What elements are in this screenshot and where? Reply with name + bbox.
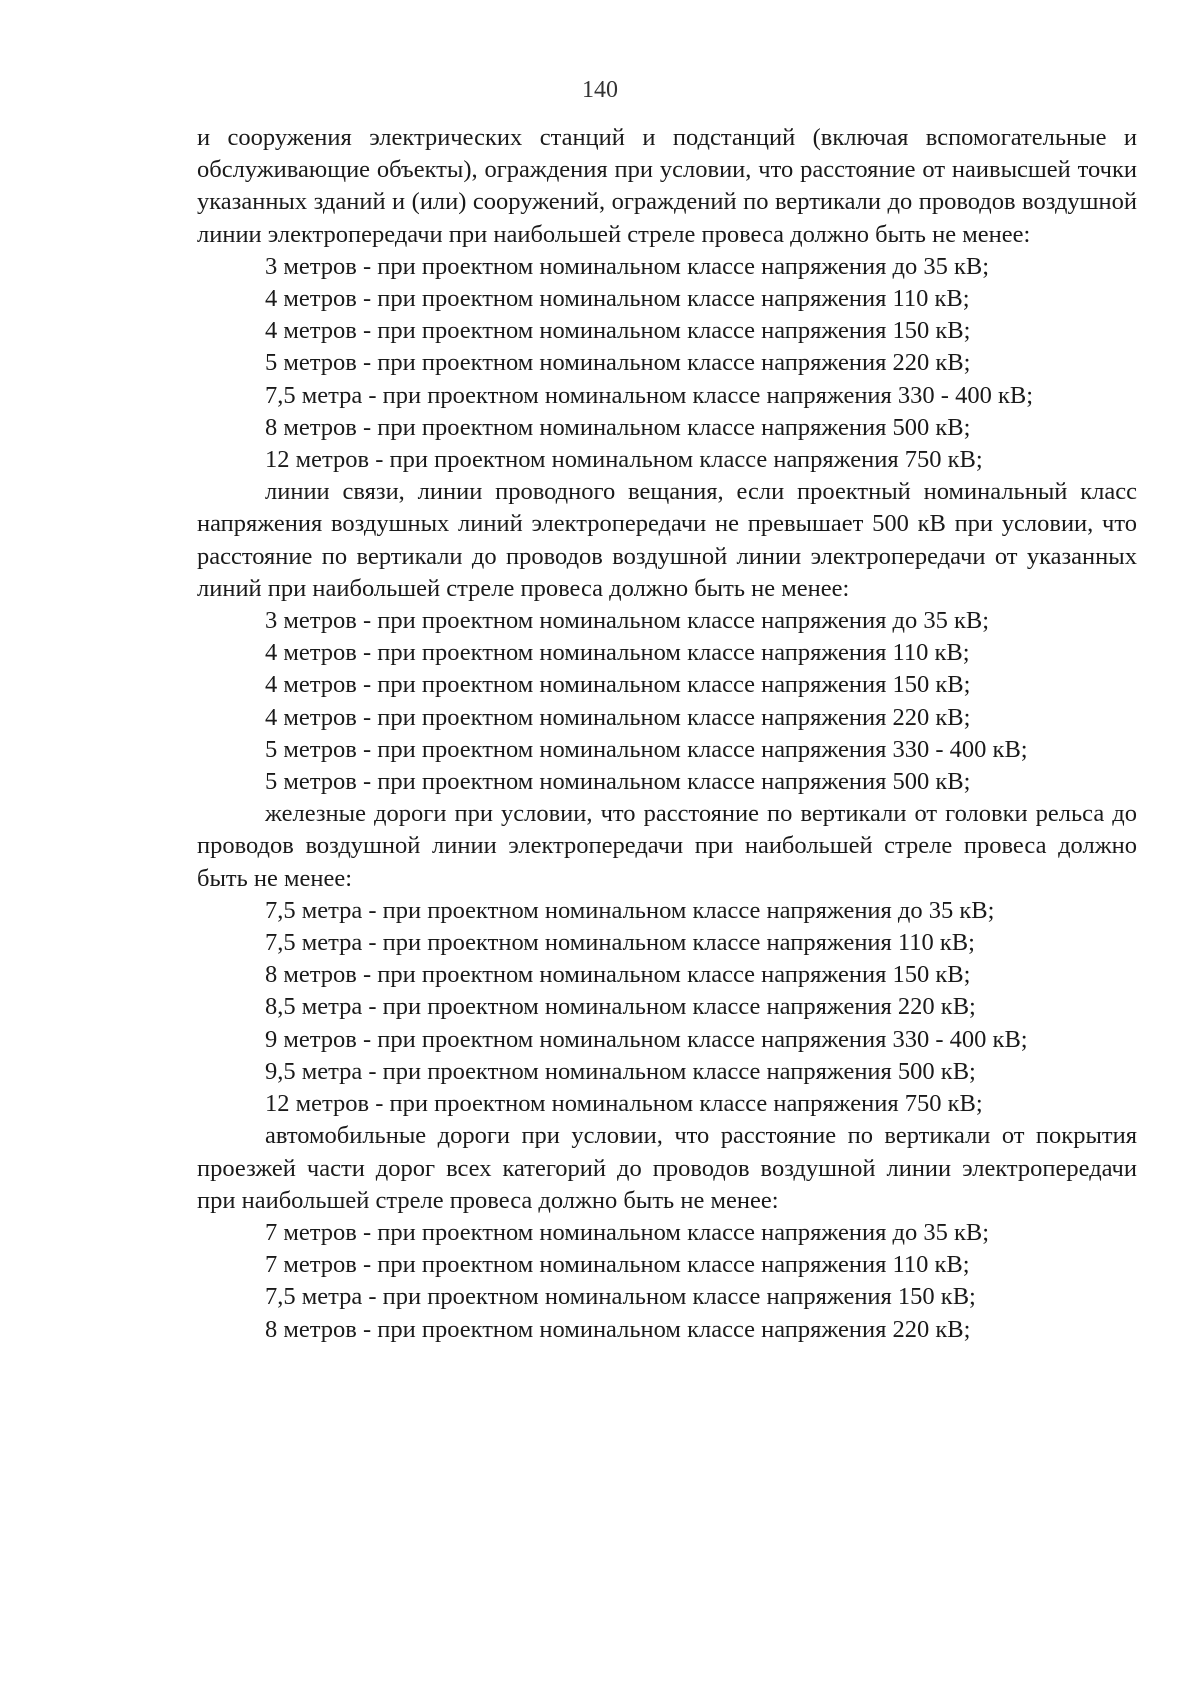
paragraph: 4 метров - при проектном номинальном классе напряжения 150 кВ;	[265, 671, 971, 699]
paragraph: 5 метров - при проектном номинальном классе напряжения 500 кВ;	[265, 768, 971, 796]
paragraph: 5 метров - при проектном номинальном классе напряжения 220 кВ;	[265, 349, 971, 377]
paragraph: 7 метров - при проектном номинальном классе напряжения до 35 кВ;	[265, 1218, 990, 1246]
paragraph: 4 метров - при проектном номинальном классе напряжения 110 кВ;	[265, 639, 970, 667]
paragraph: 7,5 метра - при проектном номинальном классе напряжения 330 - 400 кВ;	[265, 381, 1034, 409]
paragraph: 3 метров - при проектном номинальном классе напряжения до 35 кВ;	[265, 252, 990, 280]
paragraph: линии связи, линии проводного вещания, если проектный номинальный класс напряжения воздушных линий электропередачи не превышает 500 кВ при условии, что расстояние по вертикали до проводов воздушной линии электропередачи от указанных линий при наибольшей стреле провеса должно быть не менее:	[197, 478, 1137, 602]
paragraph: 8,5 метра - при проектном номинальном классе напряжения 220 кВ;	[265, 993, 976, 1021]
paragraph: 12 метров - при проектном номинальном классе напряжения 750 кВ;	[265, 1090, 983, 1118]
paragraph: 12 метров - при проектном номинальном классе напряжения 750 кВ;	[265, 446, 983, 474]
paragraph: автомобильные дороги при условии, что расстояние по вертикали от покрытия проезжей части дорог всех категорий до проводов воздушной линии электропередачи при наибольшей стреле провеса должно быть не менее:	[197, 1122, 1137, 1214]
paragraph: и сооружения электрических станций и подстанций (включая вспомогательные и обслуживающие объекты), ограждения при условии, что расстояние от наивысшей точки указанных зданий и (или) сооружений, ограждений по вертикали до проводов воздушной линии электропередачи при наибольшей стреле провеса должно быть не менее:	[197, 124, 1137, 248]
page-number: 140	[582, 77, 618, 103]
paragraph: 8 метров - при проектном номинальном классе напряжения 220 кВ;	[265, 1315, 971, 1343]
paragraph: 5 метров - при проектном номинальном классе напряжения 330 - 400 кВ;	[265, 735, 1028, 763]
paragraph: 7 метров - при проектном номинальном классе напряжения 110 кВ;	[265, 1251, 970, 1279]
document-body	[197, 122, 1137, 1346]
paragraph: 9,5 метра - при проектном номинальном классе напряжения 500 кВ;	[265, 1057, 976, 1085]
paragraph: 8 метров - при проектном номинальном классе напряжения 500 кВ;	[265, 413, 971, 441]
paragraph: железные дороги при условии, что расстояние по вертикали от головки рельса до проводов воздушной линии электропередачи при наибольшей стреле провеса должно быть не менее:	[197, 800, 1137, 892]
paragraph: 7,5 метра - при проектном номинальном классе напряжения до 35 кВ;	[265, 896, 995, 924]
paragraph: 4 метров - при проектном номинальном классе напряжения 150 кВ;	[265, 317, 971, 345]
paragraph: 8 метров - при проектном номинальном классе напряжения 150 кВ;	[265, 961, 971, 989]
paragraph: 9 метров - при проектном номинальном классе напряжения 330 - 400 кВ;	[265, 1025, 1028, 1053]
paragraph: 7,5 метра - при проектном номинальном классе напряжения 110 кВ;	[265, 929, 975, 957]
paragraph: 7,5 метра - при проектном номинальном классе напряжения 150 кВ;	[265, 1283, 976, 1311]
paragraph: 3 метров - при проектном номинальном классе напряжения до 35 кВ;	[265, 607, 990, 635]
paragraph: 4 метров - при проектном номинальном классе напряжения 110 кВ;	[265, 285, 970, 313]
paragraph: 4 метров - при проектном номинальном классе напряжения 220 кВ;	[265, 703, 971, 731]
